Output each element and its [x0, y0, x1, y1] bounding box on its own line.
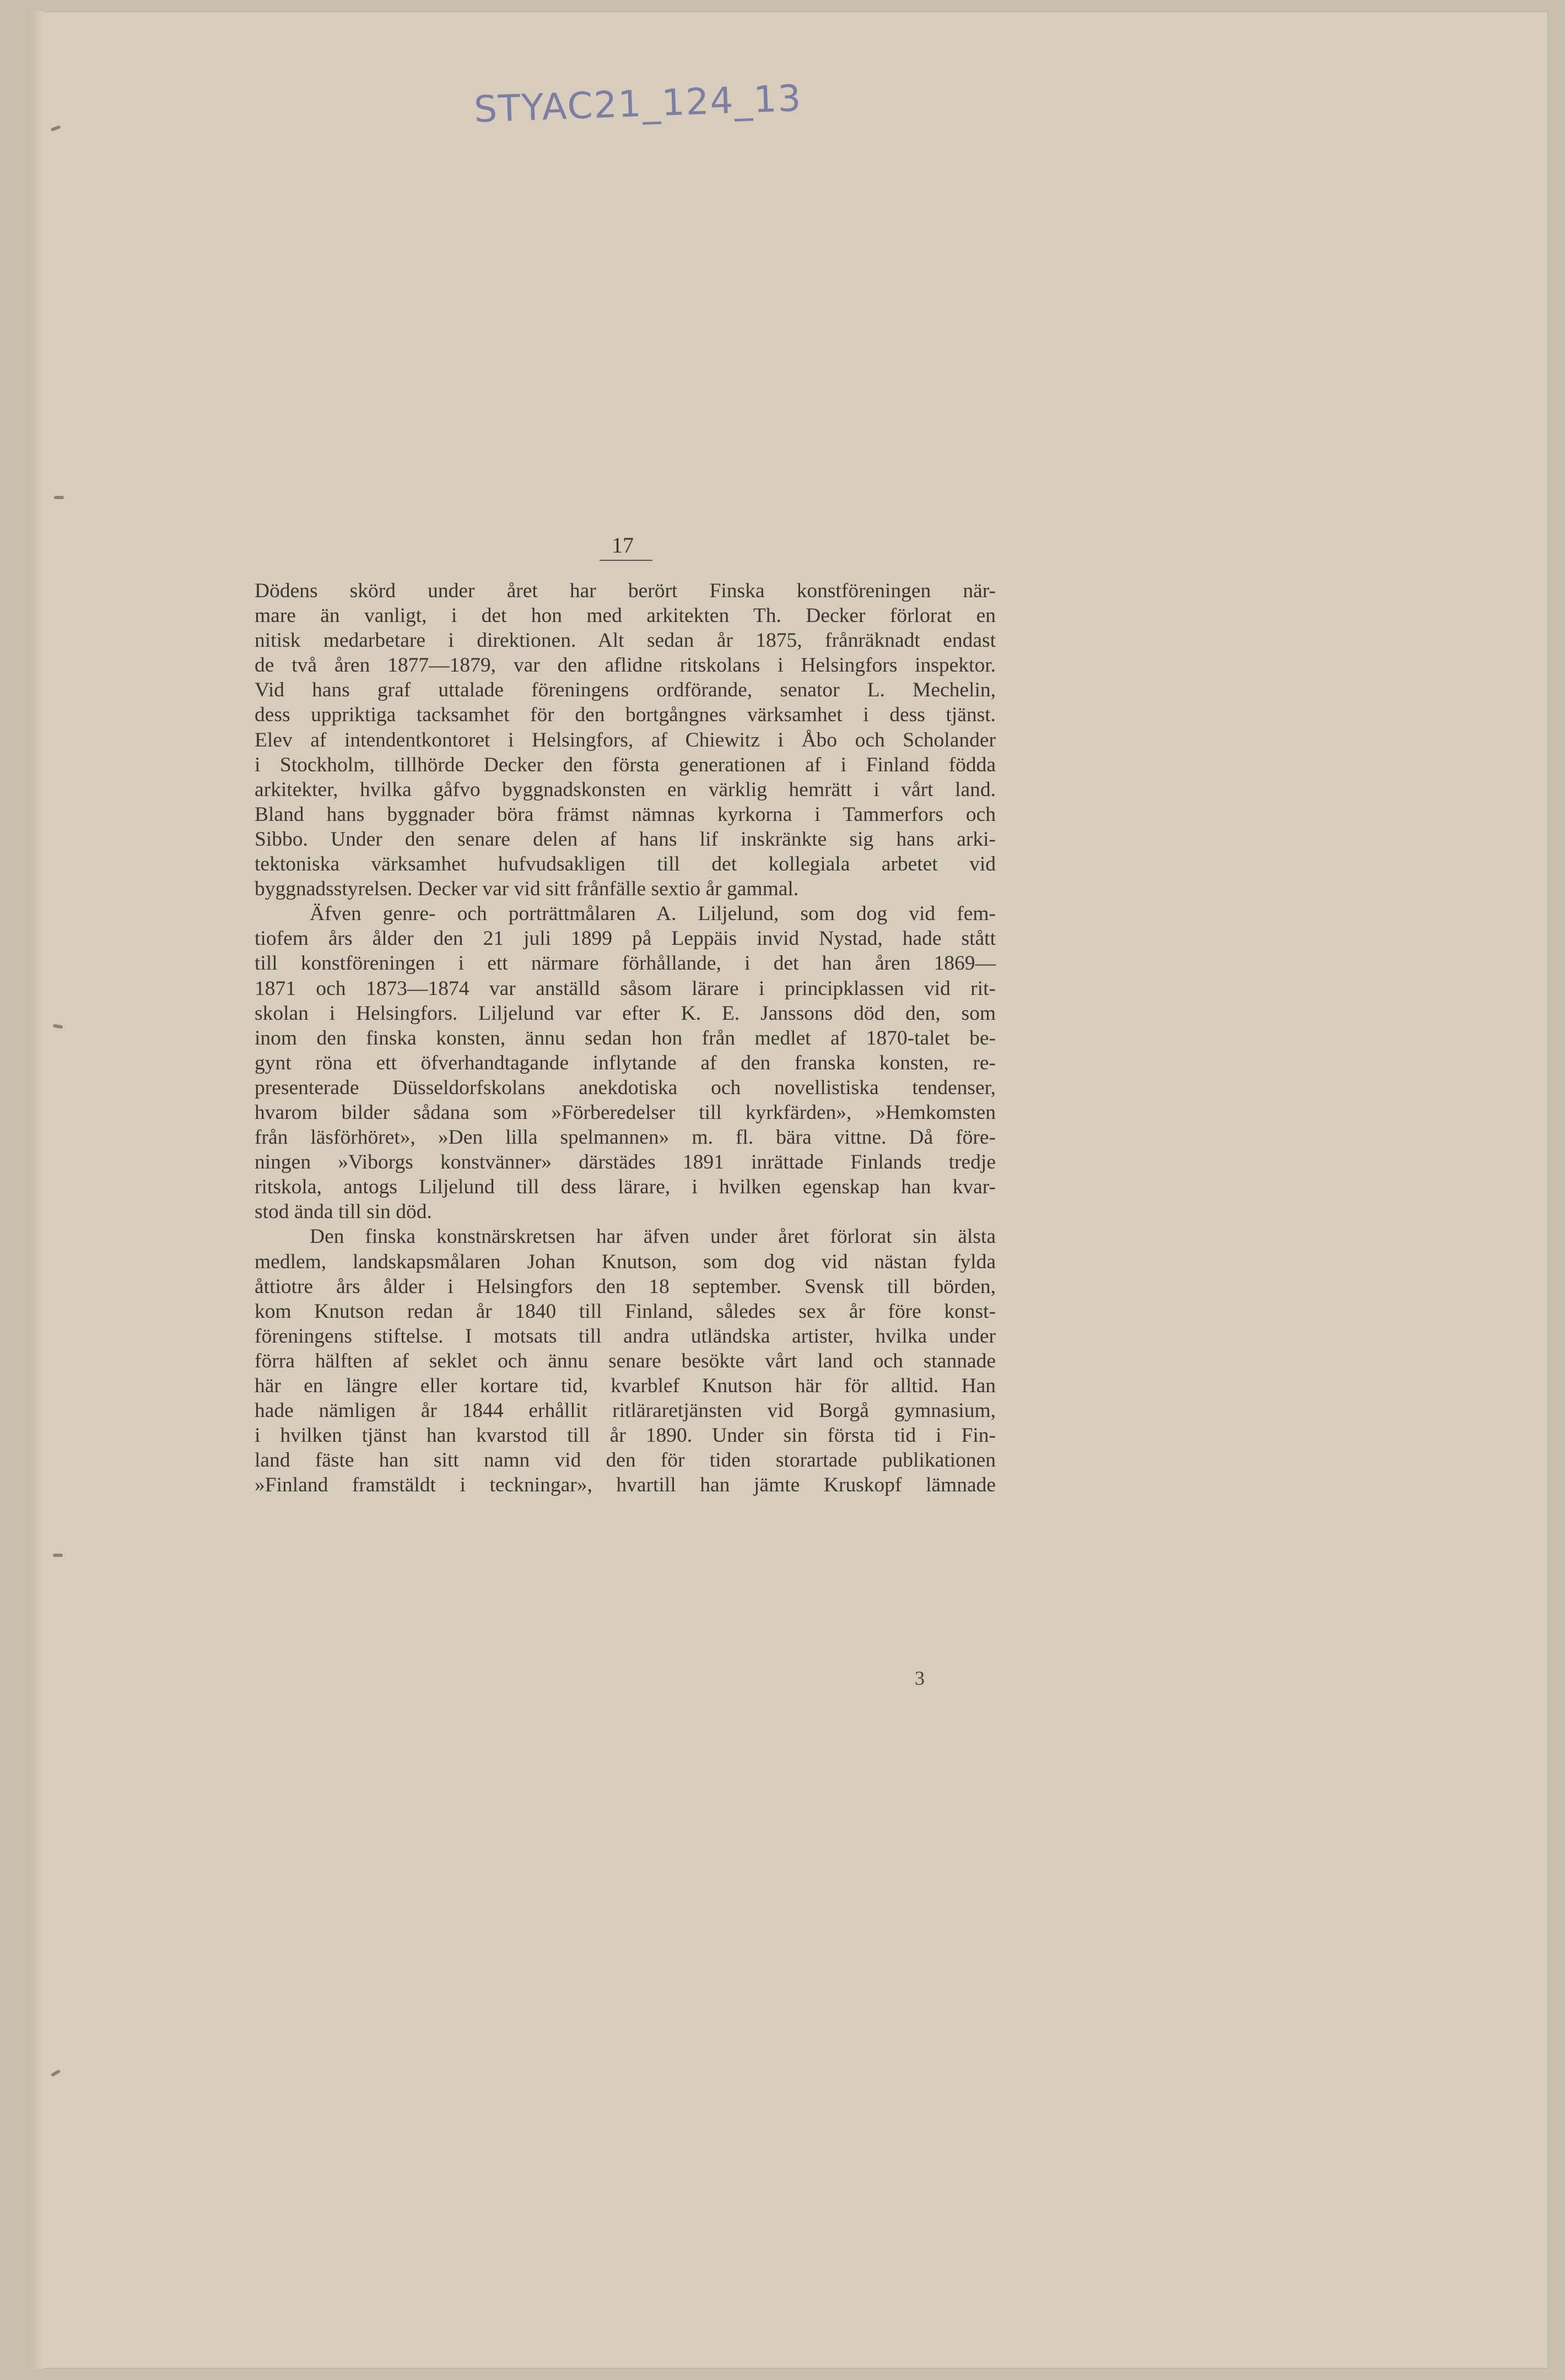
text-line: här en längre eller kortare tid, kvarblef Knutson här för alltid. Han [255, 1375, 996, 1397]
text-line: ningen »Viborgs konstvänner» därstädes 1891 inrättade Finlands tredje [255, 1151, 996, 1174]
text-line: i hvilken tjänst han kvarstod till år 1890. Under sin första tid i Fin- [255, 1424, 996, 1447]
text-line: ritskola, antogs Liljelund till dess lärare, i hvilken egenskap han kvar- [255, 1176, 996, 1199]
binding-edge [28, 11, 44, 2369]
text-line: från läsförhöret», »Den lilla spelmannen» m. fl. bära vittne. Då före- [255, 1126, 996, 1149]
text-line: tiofem års ålder den 21 juli 1899 på Leppäis invid Nystad, hade stått [255, 927, 996, 950]
text-line: Sibbo. Under den senare delen af hans lif inskränkte sig hans arki- [255, 827, 996, 851]
text-line: inom den finska konsten, ännu sedan hon från medlet af 1870-talet be- [255, 1026, 996, 1050]
text-line: Äfven genre- och porträttmålaren A. Liljelund, som dog vid fem- [310, 902, 996, 926]
text-line: förra hälften af seklet och ännu senare besökte vårt land och stannade [255, 1349, 996, 1372]
text-line: nitisk medarbetare i direktionen. Alt sedan år 1875, frånräknadt endast [255, 629, 996, 652]
text-line: tektoniska värksamhet hufvudsakligen till det kollegiala arbetet vid [255, 853, 996, 876]
archive-inventory-code: STYAC21_124_13 [473, 77, 803, 131]
text-line: 1871 och 1873—1874 var anställd såsom lärare i principklassen vid rit- [255, 977, 996, 1000]
text-line: åttiotre års ålder i Helsingfors den 18 september. Svensk till börden, [255, 1275, 996, 1298]
text-line: skolan i Helsingfors. Liljelund var efter K. E. Janssons död den, som [255, 1002, 996, 1025]
page-number: 17 [612, 533, 634, 558]
text-line: mare än vanligt, i det hon med arkitekten Th. Decker förlorat en [255, 604, 996, 628]
text-line: land fäste han sitt namn vid den för tiden storartade publikationen [255, 1449, 996, 1472]
text-line: »Finland framstäldt i teckningar», hvartill han jämte Kruskopf lämnade [255, 1474, 996, 1497]
text-line: stod ända till sin död. [255, 1200, 432, 1224]
text-line: byggnadsstyrelsen. Decker var vid sitt frånfälle sextio år gammal. [255, 878, 799, 901]
page-number-rule [600, 560, 652, 561]
text-line: Dödens skörd under året har berört Finska konstföreningen när- [255, 580, 996, 602]
text-line: presenterade Düsseldorfskolans anekdotiska och novellistiska tendenser, [255, 1076, 996, 1099]
text-line: de två åren 1877—1879, var den aflidne ritskolans i Helsingfors inspektor. [255, 654, 996, 677]
text-line: hvarom bilder sådana som »Förberedelser till kyrkfärden», »Hemkomsten [255, 1101, 996, 1124]
text-line: medlem, landskapsmålaren Johan Knutson, som dog vid nästan fylda [255, 1250, 996, 1273]
text-line: hade nämligen år 1844 erhållit ritläraretjänsten vid Borgå gymnasium, [255, 1399, 996, 1422]
text-line: Bland hans byggnader böra främst nämnas kyrkorna i Tammerfors och [255, 803, 996, 826]
text-line: gynt röna ett öfverhandtagande inflytande af den franska konsten, re- [255, 1051, 996, 1074]
text-line: kom Knutson redan år 1840 till Finland, således sex år före konst- [255, 1300, 996, 1323]
text-line: föreningens stiftelse. I motsats till andra utländska artister, hvilka under [255, 1324, 996, 1348]
body-text [255, 578, 996, 1497]
printer-signature: 3 [915, 1667, 925, 1689]
text-line: Elev af intendentkontoret i Helsingfors, af Chiewitz i Åbo och Scholander [255, 728, 996, 751]
margin-mark [53, 1554, 63, 1557]
text-line: dess uppriktiga tacksamhet för den bortgångnes värksamhet i dess tjänst. [255, 704, 996, 727]
text-line: i Stockholm, tillhörde Decker den första generationen af i Finland födda [255, 753, 996, 776]
text-line: Den finska konstnärskretsen har äfven under året förlorat sin älsta [310, 1225, 996, 1248]
margin-mark [54, 496, 64, 499]
text-line: Vid hans graf uttalade föreningens ordförande, senator L. Mechelin, [255, 679, 996, 702]
text-line: till konstföreningen i ett närmare förhållande, i det han åren 1869— [255, 952, 996, 975]
text-line: arkitekter, hvilka gåfvo byggnadskonsten en värklig hemrätt i vårt land. [255, 778, 996, 801]
